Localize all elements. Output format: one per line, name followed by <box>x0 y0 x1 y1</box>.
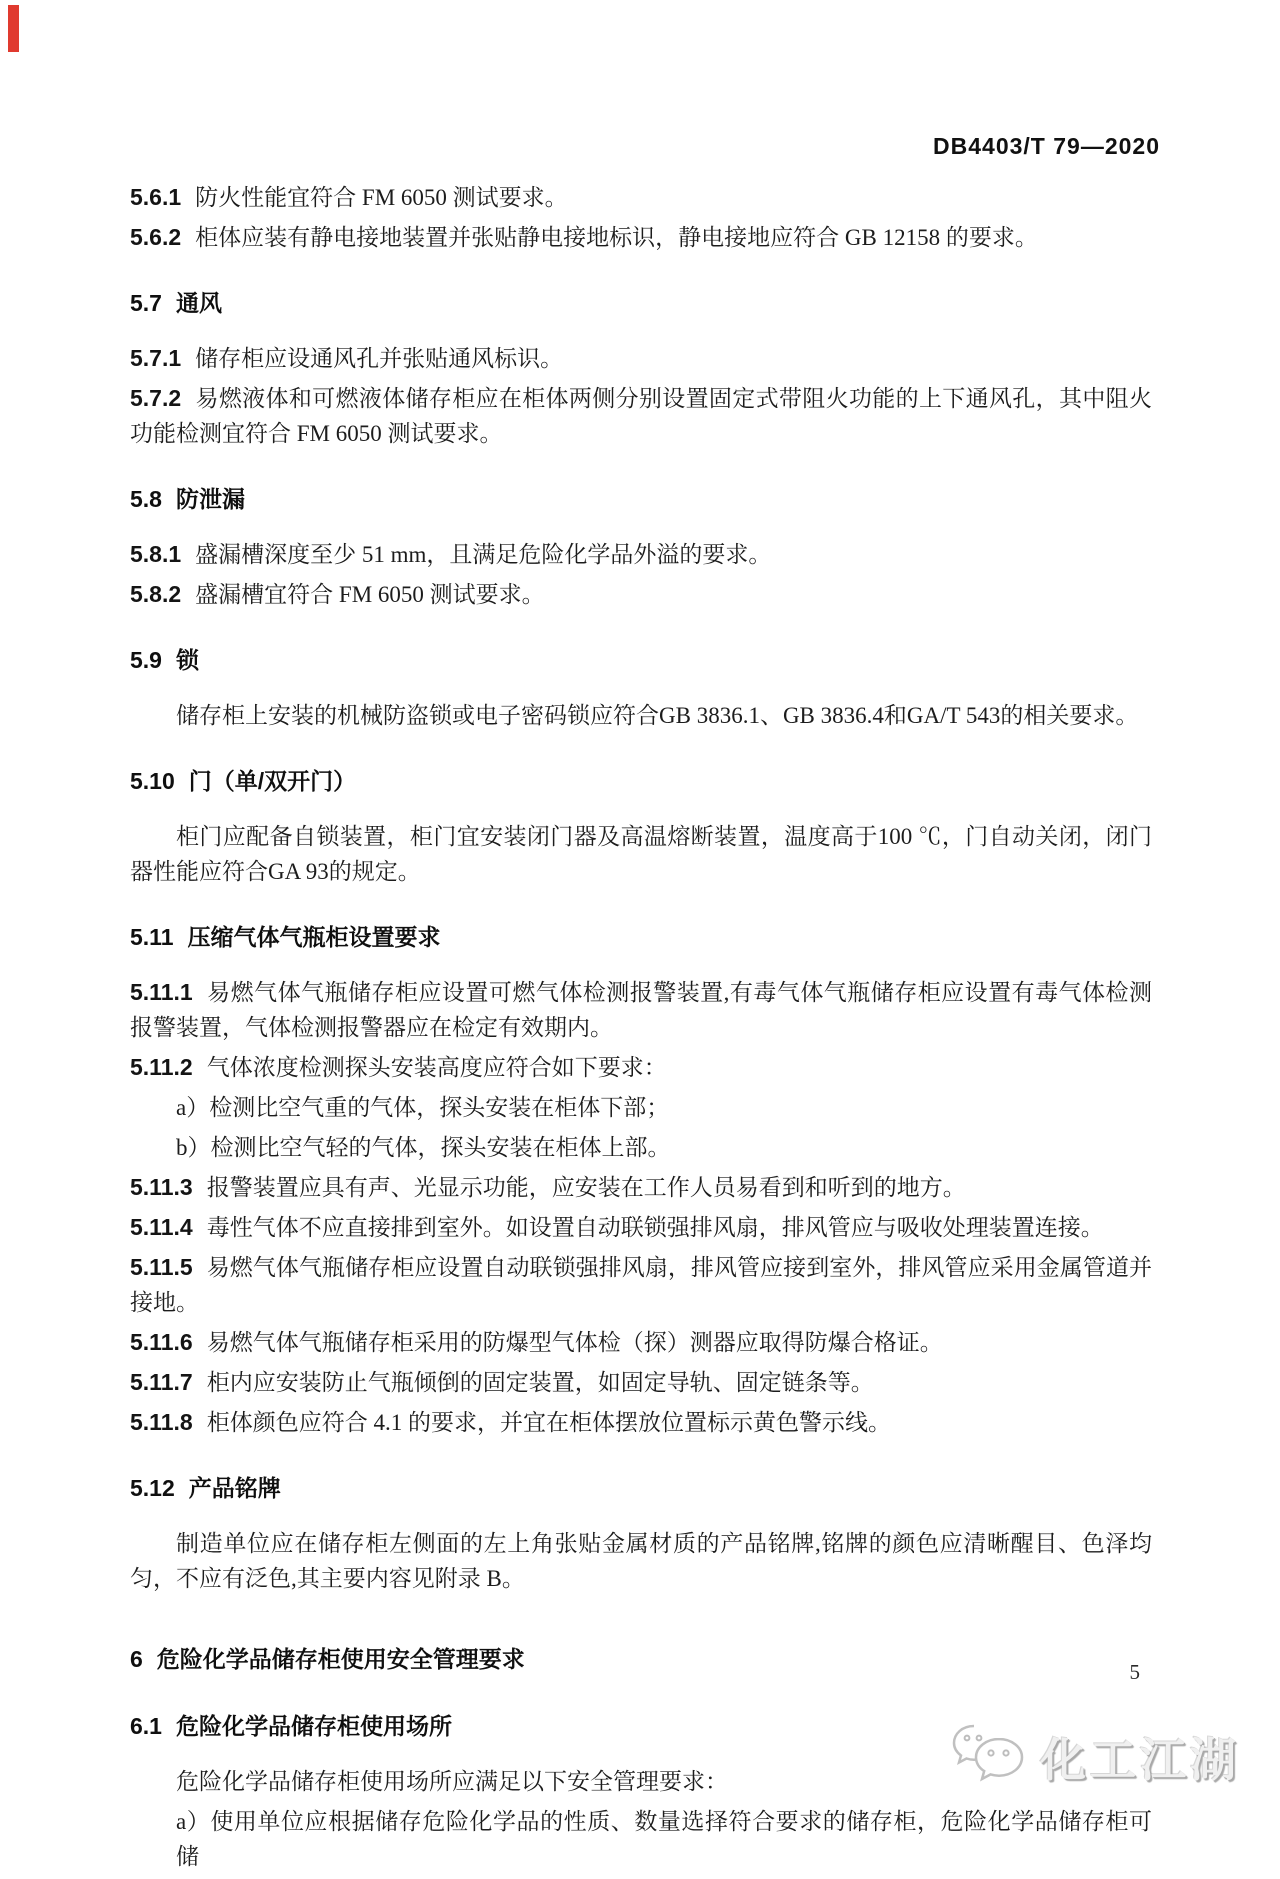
clause-heading <box>130 1471 1152 1506</box>
clause-text: b）检测比空气轻的气体，探头安装在柜体上部。 <box>176 1135 671 1160</box>
clause-number: 5.6.2 <box>130 224 182 250</box>
clause-text: 柜体应装有静电接地装置并张贴静电接地标识，静电接地应符合 GB 12158 的要求。 <box>195 225 1038 250</box>
clause-text: 制造单位应在储存柜左侧面的左上角张贴金属材质的产品铭牌,铭牌的颜色应清晰醒目、色泽均匀，不应有泛色,其主要内容见附录 B。 <box>130 1531 1152 1591</box>
standard-number-header: DB4403/T 79—2020 <box>933 133 1160 159</box>
clause-number: 5.10 <box>130 768 175 794</box>
clause-number: 5.7.2 <box>130 385 182 411</box>
clause-text: 门（单/双开门） <box>188 768 357 794</box>
clause <box>130 220 1152 255</box>
clause-number: 5.8 <box>130 486 162 512</box>
clause-text: 防泄漏 <box>175 486 245 512</box>
clause <box>130 577 1152 612</box>
clause-text: 危险化学品储存柜使用安全管理要求 <box>156 1646 525 1672</box>
clause <box>130 1405 1152 1440</box>
clause-number: 5.8.1 <box>130 541 182 567</box>
clause <box>130 1325 1152 1360</box>
clause-number: 5.11 <box>130 924 174 950</box>
clause <box>130 537 1152 572</box>
clause-text: 储存柜上安装的机械防盗锁或电子密码锁应符合GB 3836.1、GB 3836.4和GA/T 543的相关要求。 <box>176 703 1139 728</box>
clause-text: 毒性气体不应直接排到室外。如设置自动联锁强排风扇，排风管应与吸收处理装置连接。 <box>206 1215 1104 1240</box>
clause-heading <box>130 643 1152 678</box>
clause-number: 5.11.2 <box>130 1054 193 1080</box>
watermark <box>952 1722 1240 1791</box>
clause-heading <box>130 286 1152 321</box>
paragraph <box>130 1526 1152 1596</box>
list-item <box>176 1090 1152 1125</box>
clause-text: a）检测比空气重的气体，探头安装在柜体下部； <box>176 1095 670 1120</box>
clause-text: 柜内应安装防止气瓶倾倒的固定装置，如固定导轨、固定链条等。 <box>206 1370 874 1395</box>
clause <box>130 341 1152 376</box>
clause-number: 5.9 <box>130 647 162 673</box>
clause-number: 6 <box>130 1646 143 1672</box>
clause-number: 6.1 <box>130 1713 162 1739</box>
clause-text: 易燃气体气瓶储存柜应设置可燃气体检测报警装置,有毒气体气瓶储存柜应设置有毒气体检测报警装置，气体检测报警器应在检定有效期内。 <box>130 980 1152 1040</box>
clause <box>130 180 1152 215</box>
clause <box>130 1170 1152 1205</box>
clause-number: 5.11.5 <box>130 1254 193 1280</box>
clause-text: 易燃气体气瓶储存柜应设置自动联锁强排风扇，排风管应接到室外，排风管应采用金属管道并接地。 <box>130 1255 1152 1315</box>
clause-number: 5.12 <box>130 1475 175 1501</box>
clause-text: 危险化学品储存柜使用场所 <box>175 1713 452 1739</box>
clause <box>130 1250 1152 1320</box>
clause-text: 压缩气体气瓶柜设置要求 <box>187 924 441 950</box>
clause-text: 危险化学品储存柜使用场所应满足以下安全管理要求： <box>176 1769 728 1794</box>
clause-number: 5.11.7 <box>130 1369 193 1395</box>
clause <box>130 975 1152 1045</box>
clause <box>130 381 1152 451</box>
watermark-text: 化工江湖 <box>1040 1733 1240 1786</box>
clause-text: 报警装置应具有声、光显示功能，应安装在工作人员易看到和听到的地方。 <box>206 1175 966 1200</box>
clause-text: 锁 <box>175 647 199 673</box>
clause-text: 盛漏槽深度至少 51 mm，且满足危险化学品外溢的要求。 <box>195 542 772 567</box>
clause-text: 柜体颜色应符合 4.1 的要求，并宜在柜体摆放位置标示黄色警示线。 <box>206 1410 891 1435</box>
document-body <box>130 180 1152 1879</box>
clause <box>130 1210 1152 1245</box>
clause-number: 5.7 <box>130 290 162 316</box>
clause-number: 5.11.4 <box>130 1214 193 1240</box>
clause-number: 5.8.2 <box>130 581 182 607</box>
clause-number: 5.11.1 <box>130 979 193 1005</box>
clause-text: 柜门应配备自锁装置，柜门宜安装闭门器及高温熔断装置，温度高于100 ℃，门自动关闭，闭门器性能应符合GA 93的规定。 <box>130 824 1152 884</box>
wechat-bubbles-icon <box>952 1722 1030 1791</box>
clause-number: 5.7.1 <box>130 345 182 371</box>
list-item <box>176 1804 1152 1874</box>
clause-text: 防火性能宜符合 FM 6050 测试要求。 <box>195 185 568 210</box>
paragraph <box>130 819 1152 889</box>
page-number: 5 <box>1129 1660 1140 1684</box>
red-corner-mark <box>8 5 19 52</box>
clause-heading <box>130 920 1152 955</box>
clause-text: 储存柜应设通风孔并张贴通风标识。 <box>195 346 564 371</box>
clause-number: 5.6.1 <box>130 184 182 210</box>
clause <box>130 1365 1152 1400</box>
clause-text: 气体浓度检测探头安装高度应符合如下要求： <box>206 1055 667 1080</box>
clause-text: 易燃气体气瓶储存柜采用的防爆型气体检（探）测器应取得防爆合格证。 <box>206 1330 943 1355</box>
clause-heading <box>130 764 1152 799</box>
clause <box>130 1050 1152 1085</box>
clause-text: a）使用单位应根据储存危险化学品的性质、数量选择符合要求的储存柜，危险化学品储存柜可储 <box>176 1809 1152 1869</box>
list-item <box>176 1130 1152 1165</box>
clause-number: 5.11.8 <box>130 1409 193 1435</box>
clause-heading <box>130 482 1152 517</box>
clause-text: 通风 <box>175 290 222 316</box>
clause-number: 5.11.6 <box>130 1329 193 1355</box>
paragraph <box>130 698 1152 733</box>
clause-text: 盛漏槽宜符合 FM 6050 测试要求。 <box>195 582 545 607</box>
clause-text: 易燃液体和可燃液体储存柜应在柜体两侧分别设置固定式带阻火功能的上下通风孔，其中阻火功能检测宜符合 FM 6050 测试要求。 <box>130 386 1152 446</box>
clause-text: 产品铭牌 <box>188 1475 281 1501</box>
clause-number: 5.11.3 <box>130 1174 193 1200</box>
section-heading <box>130 1642 1152 1677</box>
